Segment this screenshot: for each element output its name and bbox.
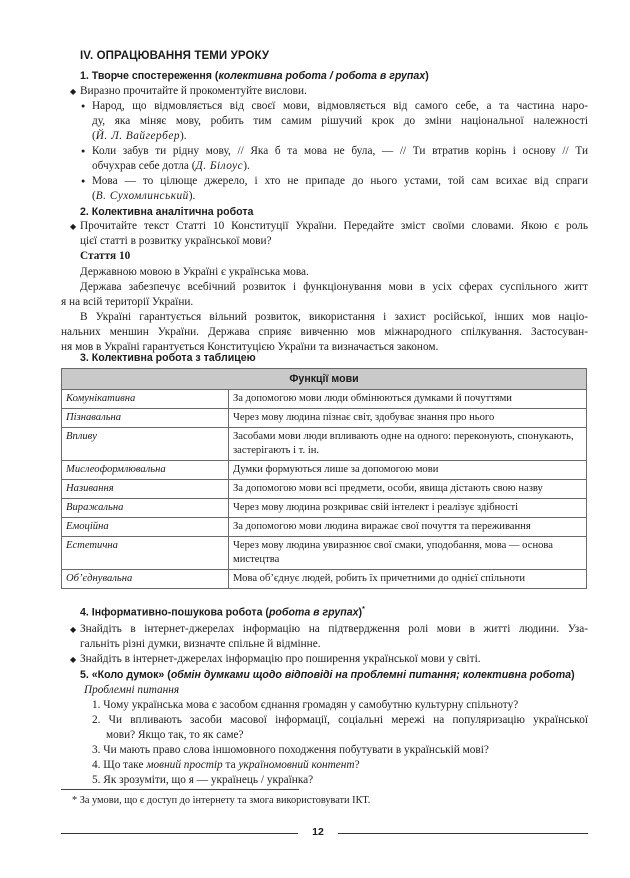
table-title: Функції мови bbox=[62, 369, 587, 390]
table-row bbox=[62, 428, 587, 461]
article-p3-line2: нальних меншин України. Держава сприяє вивченню мов міжнародного спілкування. Застосуван- bbox=[61, 326, 588, 338]
function-desc: Засобами мови люди впливають одне на одного: переконують, спонукають, застерігають і т. ін. bbox=[229, 428, 587, 461]
function-name: Називання bbox=[62, 480, 229, 499]
function-desc: Думки формуються лише за допомогою мови bbox=[229, 461, 587, 480]
table-row bbox=[62, 499, 587, 518]
article-title: Стаття 10 bbox=[80, 250, 131, 262]
quote2-line2: обчухрав себе дотла (Д. Білоус). bbox=[92, 160, 250, 172]
function-name: Виражальна bbox=[62, 499, 229, 518]
function-name: Емоційна bbox=[62, 518, 229, 537]
problems-title: Проблемні питання bbox=[84, 684, 180, 696]
question-2-line2: мови? Якщо так, то як саме? bbox=[106, 729, 244, 741]
question-2-line1: 2. Чи впливають засоби масової інформації, соціальні мережі на популяризацію української bbox=[92, 714, 588, 726]
diamond-bullet-icon: ◆ bbox=[70, 87, 77, 96]
article-p2-line1: Держава забезпечує всебічний розвиток і функціонування мови в усіх сферах суспільного житт bbox=[80, 281, 588, 293]
function-desc: Через мову людина пізнає світ, здобуває знання про нього bbox=[229, 409, 587, 428]
function-name: Об’єднувальна bbox=[62, 570, 229, 589]
quote1-line2: ду, яка міняє мову, робить тим самим рішучий крок до зміни національної належності bbox=[92, 115, 588, 127]
quote3-line1: Мова — то цілюще джерело, і хто не припаде до нього устами, той сам всихає від спраги bbox=[92, 175, 588, 187]
diamond-bullet-icon: ◆ bbox=[70, 625, 77, 634]
task5-mode: обмін думками щодо відповіді на проблемні питання; колективна робота bbox=[170, 669, 572, 681]
table-row bbox=[62, 409, 587, 428]
footnote-divider bbox=[61, 789, 299, 790]
article-p2-line2: я на всій території України. bbox=[61, 296, 194, 308]
footnote: * За умови, що є доступ до інтернету та змога використовувати ІКТ. bbox=[72, 795, 371, 806]
circle-bullet-icon: ● bbox=[81, 177, 86, 185]
question-4: 4. Що таке мовний простір та україномовний контент? bbox=[92, 759, 360, 771]
question-5: 5. Як зрозуміти, що я — українець / українка? bbox=[92, 774, 314, 786]
function-desc: За допомогою мови люди обмінюються думками й почуттями bbox=[229, 390, 587, 409]
task2-heading: 2. Колективна аналітична робота bbox=[80, 206, 254, 218]
table-row bbox=[62, 518, 587, 537]
page-rule-left bbox=[61, 833, 298, 834]
circle-bullet-icon: ● bbox=[81, 102, 86, 110]
task1-instruction: Виразно прочитайте й прокоментуйте вислови. bbox=[80, 85, 307, 97]
function-desc: За допомогою мови людина виражає свої почуття та переживання bbox=[229, 518, 587, 537]
question-1: 1. Чому українська мова є засобом єднання громадян у самобутню культурну спільноту? bbox=[92, 699, 519, 711]
circle-bullet-icon: ● bbox=[81, 147, 86, 155]
section-title: IV. ОПРАЦЮВАННЯ ТЕМИ УРОКУ bbox=[80, 50, 270, 62]
task5-heading: 5. «Коло думок» (обмін думками щодо відповіді на проблемні питання; колективна робота) bbox=[80, 669, 575, 681]
article-p3-line3: ня мов в Україні гарантується Конституцією України та визначається законом. bbox=[61, 341, 439, 353]
functions-table bbox=[61, 368, 587, 589]
task2-instruction-line2: цієї статті в розвитку української мови? bbox=[80, 235, 272, 247]
diamond-bullet-icon: ◆ bbox=[70, 222, 77, 231]
function-desc: Мова об’єднує людей, робить їх причетними до однієї спільноти bbox=[229, 570, 587, 589]
function-name: Впливу bbox=[62, 428, 229, 461]
table-row bbox=[62, 537, 587, 570]
article-p3-line1: В Україні гарантується вільний розвиток, використання і захист російської, інших мов націо- bbox=[80, 311, 588, 323]
task4-mode: робота в групах bbox=[268, 606, 359, 619]
task4-bullet1-line2: гальніть різні думки, визначте спільне й відмінне. bbox=[80, 638, 321, 650]
task3-heading: 3. Колективна робота з таблицею bbox=[80, 352, 256, 364]
quote1-line1: Народ, що відмовляється від своєї мови, відмовляється від самого себе, а та частина наро- bbox=[92, 100, 588, 112]
quote3-author: (В. Сухомлинський). bbox=[92, 190, 196, 202]
task1-mode: колективна робота / робота в групах bbox=[218, 70, 426, 82]
table-row bbox=[62, 461, 587, 480]
function-desc: Через мову людина увиразнює свої смаки, уподобання, мова — основа мистецтва bbox=[229, 537, 587, 570]
article-p1: Державною мовою в Україні є українська мова. bbox=[80, 266, 309, 278]
task1-title: 1. Творче спостереження bbox=[80, 70, 212, 82]
task1-heading: 1. Творче спостереження (колективна робота / робота в групах) bbox=[80, 70, 429, 82]
table-row bbox=[62, 570, 587, 589]
task4-title: 4. Інформативно-пошукова робота bbox=[80, 606, 263, 619]
task2-instruction-line1: Прочитайте текст Статті 10 Конституції України. Передайте зміст своїми словами. Якою є роль bbox=[80, 220, 588, 232]
function-name: Естетична bbox=[62, 537, 229, 570]
task4-bullet2: Знайдіть в інтернет-джерелах інформацію про поширення української мови у світі. bbox=[80, 653, 481, 665]
quote1-author: (Й. Л. Вайгербер). bbox=[92, 130, 187, 142]
function-name: Пізнавальна bbox=[62, 409, 229, 428]
function-name: Комунікативна bbox=[62, 390, 229, 409]
page-number: 12 bbox=[312, 826, 324, 838]
footnote-mark: * bbox=[362, 606, 365, 613]
task4-bullet1-line1: Знайдіть в інтернет-джерелах інформацію на підтвердження ролі мови в житті людини. Уза- bbox=[80, 623, 588, 635]
task4-heading: 4. Інформативно-пошукова робота (робота в групах)* bbox=[80, 606, 365, 619]
question-3: 3. Чи мають право слова іншомовного походження побутувати в українській мові? bbox=[92, 744, 489, 756]
function-desc: Через мову людина розкриває свій інтелект і реалізує здібності bbox=[229, 499, 587, 518]
page-rule-right bbox=[338, 833, 588, 834]
task5-title: 5. «Коло думок» bbox=[80, 669, 165, 681]
quote2-line1: Коли забув ти рідну мову, // Яка б та мова не була, — // Ти втратив корінь і основу // Ти bbox=[92, 145, 588, 157]
diamond-bullet-icon: ◆ bbox=[70, 655, 77, 664]
table-row bbox=[62, 390, 587, 409]
table-row bbox=[62, 480, 587, 499]
function-name: Мислеоформлювальна bbox=[62, 461, 229, 480]
function-desc: За допомогою мови всі предмети, особи, явища дістають свою назву bbox=[229, 480, 587, 499]
